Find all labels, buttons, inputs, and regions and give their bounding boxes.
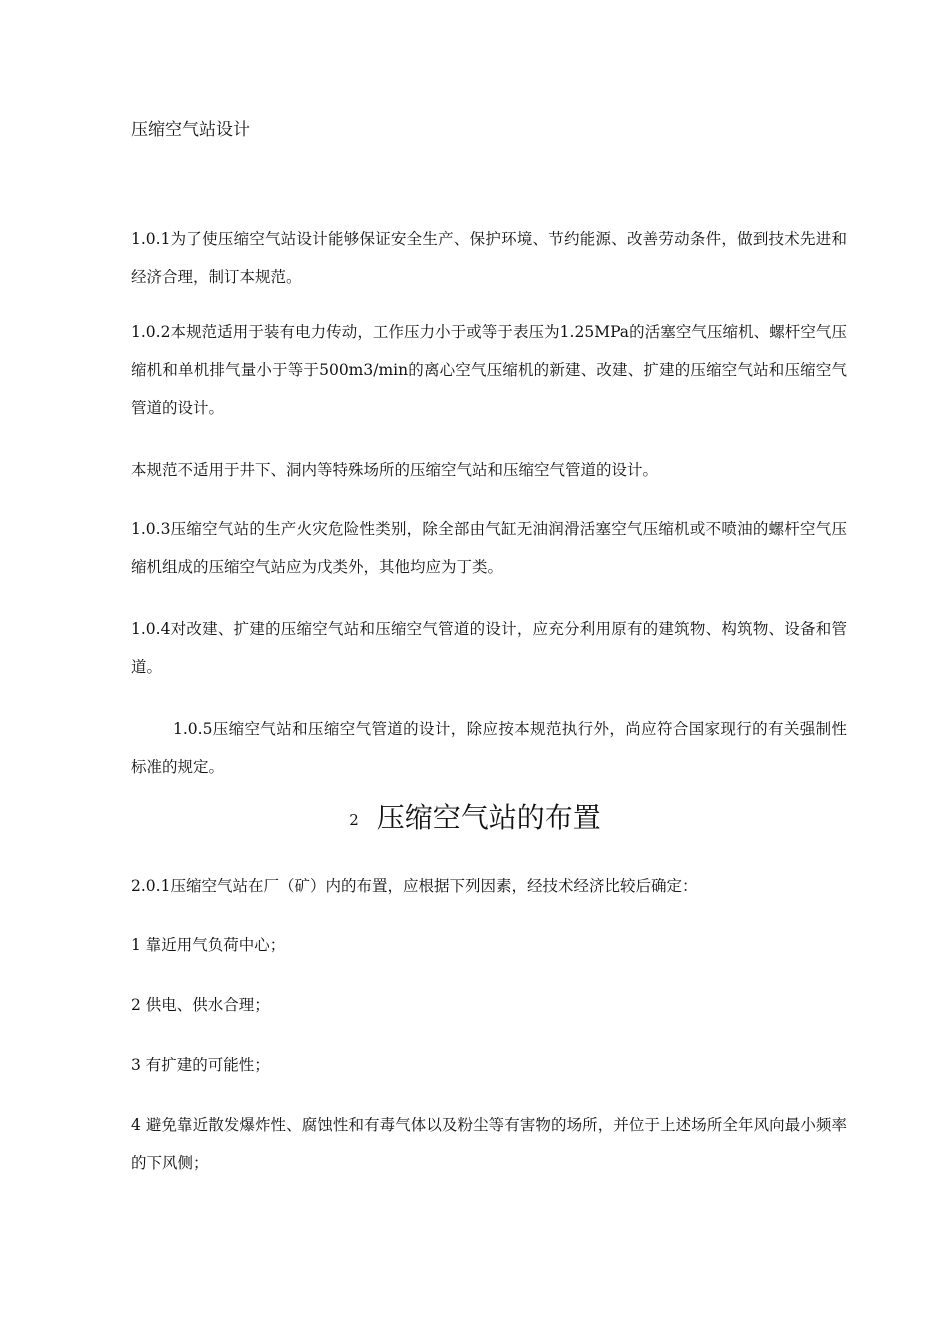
paragraph-1-0-1: 1.0.1为了使压缩空气站设计能够保证安全生产、保护环境、节约能源、改善劳动条件，做到技术先进和经济合理，制订本规范。 bbox=[131, 230, 847, 286]
document-title: 压缩空气站设计 bbox=[131, 120, 250, 140]
paragraph-scope-exclusion: 本规范不适用于井下、洞内等特殊场所的压缩空气站和压缩空气管道的设计。 bbox=[131, 461, 659, 479]
list-item-1: 1 靠近用气负荷中心； bbox=[131, 936, 286, 954]
section-2-heading bbox=[0, 798, 950, 840]
paragraph-1-0-4: 1.0.4对改建、扩建的压缩空气站和压缩空气管道的设计，应充分利用原有的建筑物、构筑物、设备和管道。 bbox=[131, 620, 847, 676]
section-number: 2 bbox=[349, 811, 359, 829]
section-title: 压缩空气站的布置 bbox=[376, 801, 601, 834]
paragraph-1-0-5: 1.0.5压缩空气站和压缩空气管道的设计，除应按本规范执行外，尚应符合国家现行的有关强制性标准的规定。 bbox=[131, 720, 847, 776]
list-item-2: 2 供电、供水合理； bbox=[131, 996, 270, 1014]
list-item-3: 3 有扩建的可能性； bbox=[131, 1056, 270, 1074]
paragraph-1-0-3: 1.0.3压缩空气站的生产火灾危险性类别，除全部由气缸无油润滑活塞空气压缩机或不喷油的螺杆空气压缩机组成的压缩空气站应为戊类外，其他均应为丁类。 bbox=[131, 520, 847, 576]
paragraph-1-0-2: 1.0.2本规范适用于装有电力传动，工作压力小于或等于表压为1.25MPa的活塞空气压缩机、螺杆空气压缩机和单机排气量小于等于500m3/min的离心空气压缩机的新建、改建、扩建的压缩空气站和压缩空气管道的设计。 bbox=[131, 323, 847, 417]
list-item-4: 4 避免靠近散发爆炸性、腐蚀性和有毒气体以及粉尘等有害物的场所，并位于上述场所全年风向最小频率的下风侧； bbox=[131, 1116, 847, 1172]
paragraph-2-0-1: 2.0.1压缩空气站在厂（矿）内的布置，应根据下列因素，经技术经济比较后确定： bbox=[131, 877, 698, 895]
